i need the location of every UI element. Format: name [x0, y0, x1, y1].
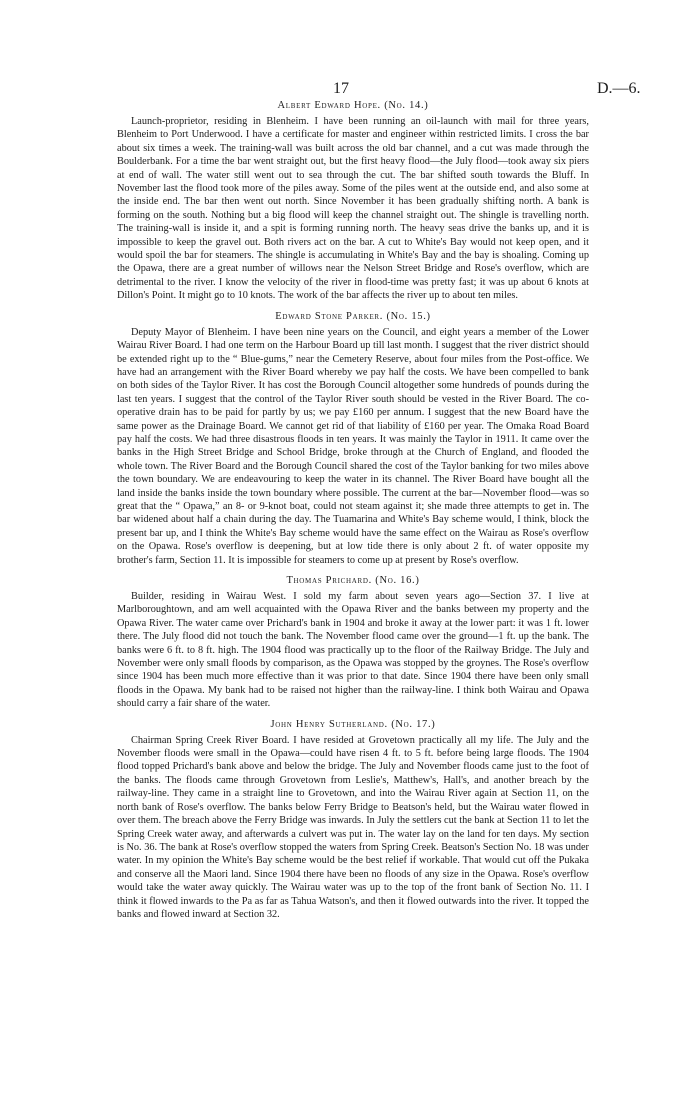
witness-section-hope — [117, 100, 589, 303]
page-content — [117, 100, 589, 929]
witness-heading: John Henry Sutherland. (No. 17.) — [270, 718, 436, 730]
witness-heading: Thomas Prichard. (No. 16.) — [286, 575, 420, 586]
witness-section-prichard — [117, 575, 589, 711]
witness-testimony: Chairman Spring Creek River Board. I have resided at Grovetown practically all my life. The July and the November floods were small in the Opawa—could have risen 4 ft. to 5 ft. before being large floods. The 1904 flood topped Prichard's bank above and below the bridge. The July and November floods came just to the foot of the banks. The floods came through Grovetown from Leslie's, Matthew's, Hall's, and another breach by the railway-line. They came in a straight line to Grovetown, and into the Wairau River again at Section 11, on the north bank of Rose's overflow. The banks below Ferry Bridge to Beatson's held, but the Wairau water flowed in over them. The breach above the Ferry Bridge was inwards. In July the settlers cut the bank at Section 11 to let the Spring Creek water away, and afterwards a culvert was put in. The water lay on the land for ten days. My section is No. 36. The bank at Rose's overflow stopped the waters from Spring Creek. Beatson's Section No. 18 was under water. In my opinion the White's Bay scheme would be the best relief if workable. That would cut off the Pukaka and conserve all the Maori land. Since 1904 there have been no floods of any size in the Opawa. Rose's overflow would take the water away quickly. The Wairau water was up to the top of the front bank of Section No. 11. I think it flowed inwards to the Pa as far as Tahua Watson's, and then it flowed outwards into the river. It topped the banks and flowed inward at Section 32. — [117, 734, 589, 920]
witness-section-sutherland — [117, 719, 589, 922]
witness-testimony: Deputy Mayor of Blenheim. I have been nine years on the Council, and eight years a member of the Lower Wairau River Board. I had one term on the Harbour Board up till last month. I suggest that the river district should be extended right up to the “ Blue-gums,” near the Cemetery Reserve, about four miles from the Post-office. We have had an arrangement with the River Board whereby we pay half the costs. We have been compelled to bank on both sides of the Taylor River. It has cost the Borough Council altogether some hundreds of pounds during the last ten years. I suggest that the control of the Taylor River south should be vested in the River Board. The co-operative drain has to be paid for partly by us; we pay £160 per annum. I suggest that the new Board have the same power as the Drainage Board. We cannot get rid of that liability of £160 per year. The Omaka Road Board pay half the costs. We had three disastrous floods in ten years. It was mainly the Taylor in 1911. It came over the banks in the High Street Bridge and School Bridge, broke through at the Church of England, and flooded the whole town. The River Board and the Borough Council shared the cost of the Taylor banking for two miles above the town boundary. We are endeavouring to keep the water in its channel. The River Board have bought all the land inside the banks inside the town boundary where possible. The current at the bar—November flood—was so great that the “ Opawa,” an 8- or 9-knot boat, could not steam against it; she made three attempts to get in. The bar widened about half a chain during the day. The Tuamarina and White's Bay scheme would, I think, block the present bar up, and I think the White's Bay scheme would have the same effect on the Wairau as Rose's overflow on the Opawa. Rose's overflow is deepening, but at low tide there is only about 2 ft. of water opposite my brother's farm, Section 11. It is impossible for steamers to come up at present by Rose's overflow. — [117, 326, 589, 566]
page-number: 17 — [333, 80, 349, 97]
witness-heading: Edward Stone Parker. (No. 15.) — [275, 310, 431, 322]
witness-testimony: Builder, residing in Wairau West. I sold my farm about seven years ago—Section 37. I live at Marlboroughtown, and am well acquainted with the Opawa River and the banks between my property and the Opawa River. The water came over Prichard's bank in 1904 and broke it away at the lower part: it was 1 ft. lower there. The July flood did not touch the bank. The November flood came over the ground—1 ft. up the bank. The banks were 6 ft. to 8 ft. high. The 1904 flood was practically up to the floor of the Railway Bridge. The July and November were only small floods by comparison, as the Opawa was stopped by the groynes. The Rose's overflow since 1904 has been much more effective than it was prior to that date. Since 1904 there have been only small floods in the Opawa. My bank had to be raised not higher than the railway-line. I think both Wairau and Opawa should carry a fair share of the water. — [117, 591, 589, 710]
witness-testimony: Launch-proprietor, residing in Blenheim. I have been running an oil-launch with mail for three years, Blenheim to Port Underwood. I have a certificate for master and engineer within restricted limits. I cross the bar about six times a week. The training-wall was built across the old bar channel, and a cut was made through the Boulderbank. For a time the bar went straight out, but the first heavy flood—the July flood—took away six piers at end of wall. The water still went out to sea through the cut. The bar shifted south towards the Bluff. In November last the flood took more of the piles away. Some of the piles went at the outside end, and also some at the inside end. The bar then went out north. Since November it has been gradually shifting north. A bank is forming on the south. Nothing but a big flood will keep the channel straight out. The shingle is travelling north. The training-wall is inside it, and a spit is forming running north. The heavy seas drive the banks up, and it is impossible to keep the gravel out. Both rivers act on the bar. A cut to White's Bay would not keep open, and it would spoil the bar for steamers. The shingle is accumulating in White's Bay and the bay is shoaling. Coming up the Opawa, there are a great number of willows near the Nelson Street Bridge and Rose's overflow, which are detrimental to the river. I know the velocity of the river in flood-time was pretty fast; it was up about 6 knots at Dillon's Point. It might go to 10 knots. The work of the bar affects the river up to about ten miles. — [117, 116, 589, 302]
document-reference: D.—6. — [597, 80, 641, 97]
witness-section-parker — [117, 311, 589, 567]
witness-heading: Albert Edward Hope. (No. 14.) — [277, 100, 429, 111]
